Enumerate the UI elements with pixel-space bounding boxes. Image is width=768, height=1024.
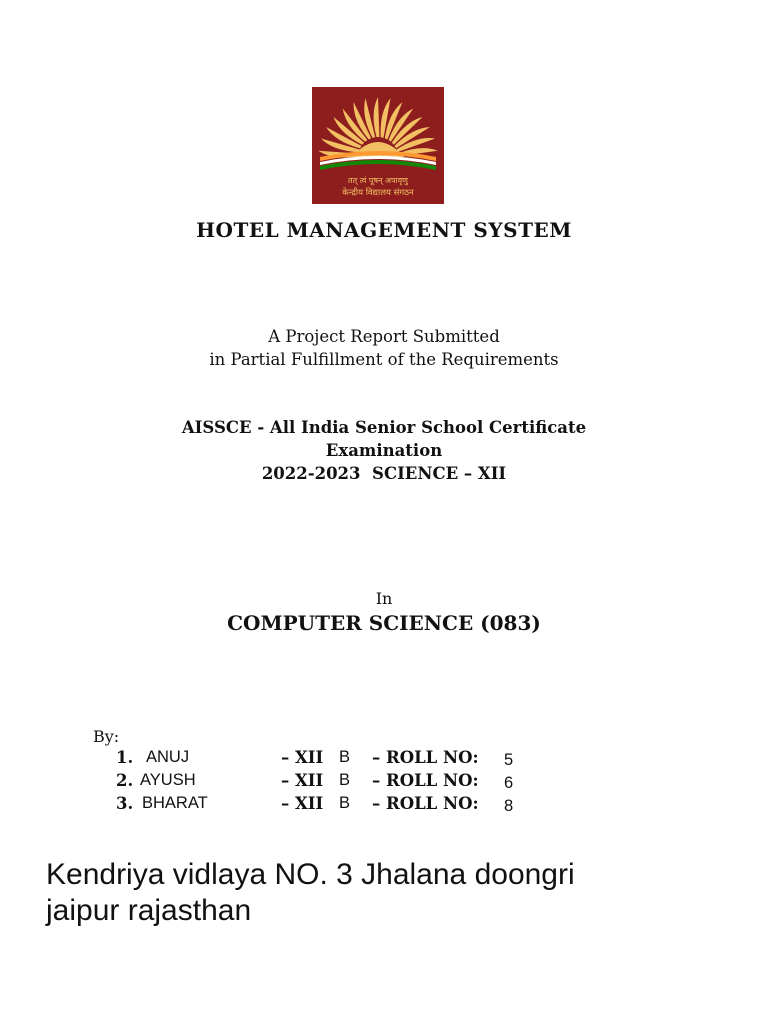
student-number: 2. [116,771,134,790]
student-number: 3. [116,794,134,813]
student-name: AYUSH [140,771,196,789]
student-class: – XII [281,794,324,813]
student-number: 1. [116,748,134,767]
exam-line-1: AISSCE - All India Senior School Certificate [181,418,587,437]
student-section: B [339,794,351,812]
logo-motto: तत् त्वं पूषन् अपावृणु [348,176,408,185]
roll-label: – ROLL NO: [372,771,479,790]
subject-title: COMPUTER SCIENCE (083) [227,611,541,635]
student-class: – XII [281,748,324,767]
student-row [0,794,768,816]
roll-number: 6 [504,774,514,792]
student-section: B [339,771,351,789]
student-name: BHARAT [142,794,208,812]
roll-label: – ROLL NO: [372,748,479,767]
exam-stream: SCIENCE – XII [372,464,507,483]
exam-line-2: Examination [325,441,443,460]
subtitle-line-1: A Project Report Submitted [268,327,500,346]
logo-org: केन्द्रीय विद्यालय संगठन [342,188,414,198]
kvs-logo [312,87,444,204]
student-name: ANUJ [146,748,190,766]
student-row [0,771,768,793]
roll-label: – ROLL NO: [372,794,479,813]
school-name [46,857,746,929]
project-title: HOTEL MANAGEMENT SYSTEM [196,218,572,242]
subtitle-line-2: in Partial Fulfillment of the Requirements [209,350,559,369]
student-row [0,748,768,770]
sun-emblem-icon [312,87,444,204]
student-section: B [339,748,351,766]
school-line-1: Kendriya vidlaya NO. 3 Jhalana doongri [46,858,575,891]
exam-year-stream [0,462,768,485]
roll-number: 8 [504,797,514,815]
school-line-2: jaipur rajasthan [46,894,252,927]
sun-ray-icon [374,97,380,137]
exam-year: 2022-2023 [261,464,361,483]
in-label: In [375,589,393,608]
by-label: By: [93,727,120,746]
roll-number: 5 [504,751,514,769]
student-class: – XII [281,771,324,790]
